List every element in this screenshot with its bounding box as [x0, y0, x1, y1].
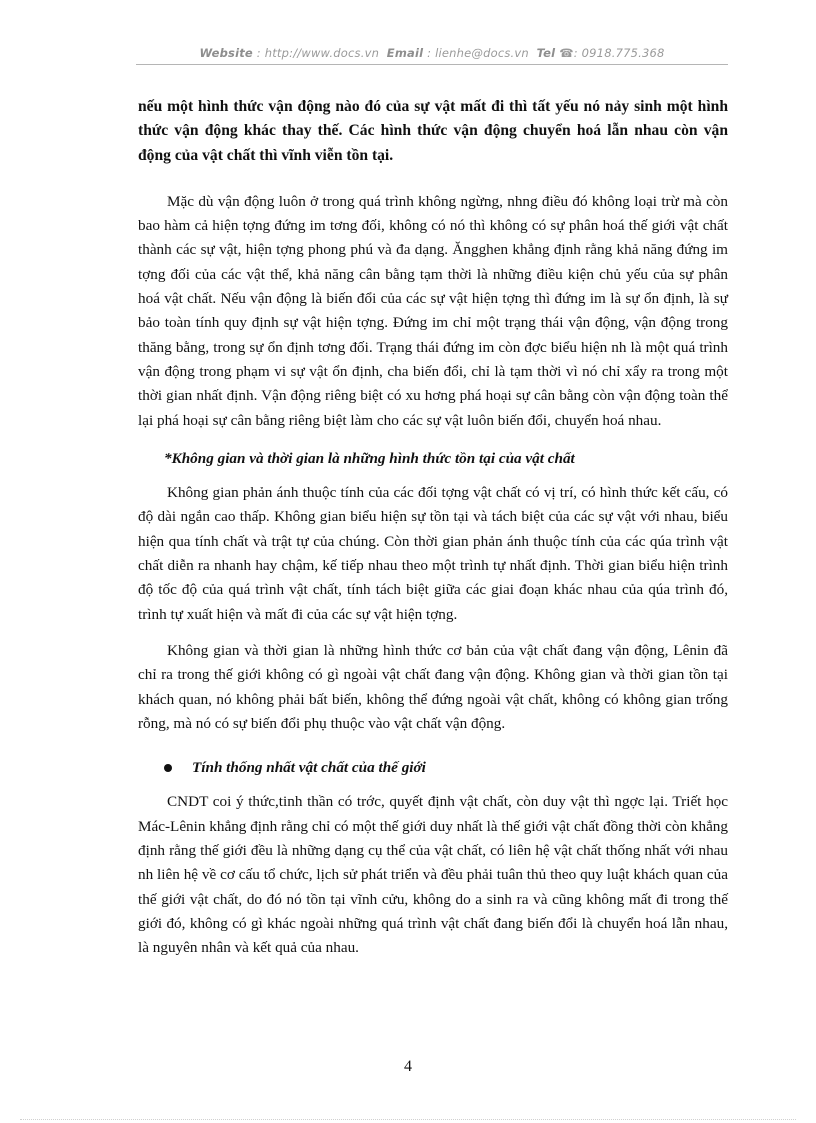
- tel-label: Tel: [536, 46, 556, 60]
- email-label: Email: [386, 46, 424, 60]
- document-body: [138, 95, 728, 961]
- website-value: : http://www.docs.vn: [256, 46, 380, 60]
- paragraph-space-time-forms: Không gian và thời gian là những hình thức cơ bản của vật chất đang vận động, Lênin đã chỉ ra trong thế giới không có gì ngoài vật chất đang vận động. Không gian và thời gian tồn tại khách quan, nó không phải bất biến, không thể đứng ngoài vật chất, không có không gian trống rỗng, mà nó có sự biến đổi phụ thuộc vào vật chất vận động.: [138, 641, 728, 732]
- paragraph-space-time: Không gian phản ánh thuộc tính của các đối tợng vật chất có vị trí, có hình thức kết cấu, có độ dài ngắn cao thấp. Không gian biểu hiện sự tồn tại và tách biệt của các sự vật với nhau, biểu hiện qua tính chất và trật tự của chúng. Còn thời gian phản ánh thuộc tính của các qúa trình vật chất diễn ra nhanh hay chậm, kế tiếp nhau theo một trình tự nhất định. Thời gian biểu hiện trình độ tốc độ của quá trình vật chất, tính tách biệt giữa các giai đoạn khác nhau của qúa trình đó, trình tự xuất hiện và mất đi của các sự vật hiện tợng.: [138, 484, 728, 623]
- page-number: 4: [404, 1058, 412, 1075]
- email-value: : lienhe@docs.vn: [427, 46, 529, 60]
- section-heading-unity-text: Tính thống nhất vật chất của thế giới: [192, 759, 426, 777]
- website-label: Website: [199, 46, 253, 60]
- intro-paragraph: nếu một hình thức vận động nào đó của sự vật mất đi thì tất yếu nó nảy sinh một hình thức vận động khác thay thế. Các hình thức vận động chuyển hoá lẫn nhau còn vận động của vật chất thì vĩnh viễn tồn tại.: [138, 98, 728, 164]
- section-heading-space-time: *Không gian và thời gian là những hình thức tồn tại của vật chất: [164, 449, 575, 467]
- footer-divider: [20, 1119, 796, 1120]
- paragraph-unity: CNDT coi ý thức,tinh thần có trớc, quyết định vật chất, còn duy vật thì ngợc lại. Triết học Mác-Lênin khẳng định rằng chỉ có một thế giới duy nhất là thế giới vật chất đồng thời còn khẳng định rằng thế giới đều là những dạng cụ thể của vật chất, có liên hệ vật chất thống nhất với nhau nh liên hệ về cơ cấu tổ chức, lịch sử phát triển và đều phải tuân thủ theo quy luật khách quan của thế giới vật chất, do đó nó tồn tại vĩnh cửu, không do a sinh ra và cũng không mất đi trong thế giới đó, không có gì khác ngoài những quá trình vật chất đang biến đổi là chuyển hoá lẫn nhau, là nguyên nhân và kết quả của nhau.: [138, 793, 728, 957]
- tel-value: : 0918.775.368: [573, 46, 665, 60]
- phone-icon: ☎: [559, 46, 574, 60]
- header-divider: [136, 64, 728, 65]
- paragraph-motion-rest: Mặc dù vận động luôn ở trong quá trình không ngừng, nhng điều đó không loại trừ mà còn bao hàm cả hiện tợng đứng im tơng đối, không có nó thì không có sự phân hoá thế giới vật chất thành các sự vật, hiện tợng phong phú và đa dạng. Ăngghen khẳng định rằng khả năng đứng im tợng đối của các vật thể, khả năng cân bằng tạm thời là những điều kiện chủ yếu của sự phân hoá vật chất. Nếu vận động là biến đổi của các sự vật hiện tợng thì đứng im là sự ổn định, là sự bảo toàn tính quy định sự vật hiện tợng. Đứng im chỉ một trạng thái vận động, vận động trong thăng bằng, trong sự ổn định tơng đối. Trạng thái đứng im còn đợc biểu hiện nh là một quá trình vận động trong phạm vi sự vật ổn định, cha biến đổi, chỉ là tạm thời vì nó chỉ xẩy ra trong một thời gian nhất định. Vận động riêng biệt có xu hơng phá hoại sự cân bằng còn vận động toàn thể lại phá hoại sự cân bằng riêng biệt làm cho các sự vật luôn biến đổi, chuyển hoá nhau.: [138, 192, 728, 429]
- bullet-icon: [164, 764, 172, 772]
- section-heading-unity: [138, 756, 728, 780]
- page-header: [136, 46, 728, 60]
